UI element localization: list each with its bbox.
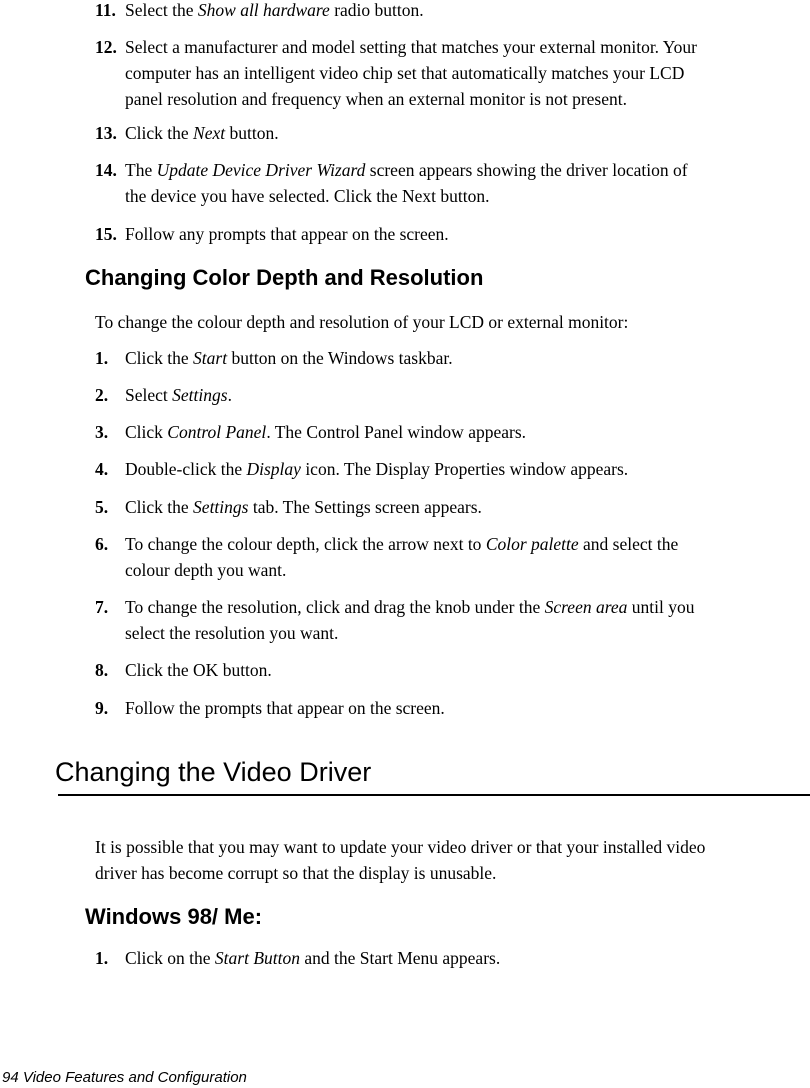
heading-rule <box>58 794 810 796</box>
driver-paragraph-line-2: driver has become corrupt so that the display is unusable. <box>95 863 497 883</box>
driver-paragraph-line-1: It is possible that you may want to update your video driver or that your installed video <box>95 837 706 857</box>
subheading-windows-98-me: Windows 98/ Me: <box>85 904 263 929</box>
section-heading-color-depth: Changing Color Depth and Resolution <box>85 265 484 290</box>
section-heading-video-driver: Changing the Video Driver <box>55 757 372 787</box>
page-footer: 94 Video Features and Configuration <box>2 1069 247 1086</box>
intro-paragraph: To change the colour depth and resolution of your LCD or external monitor: <box>95 312 629 332</box>
